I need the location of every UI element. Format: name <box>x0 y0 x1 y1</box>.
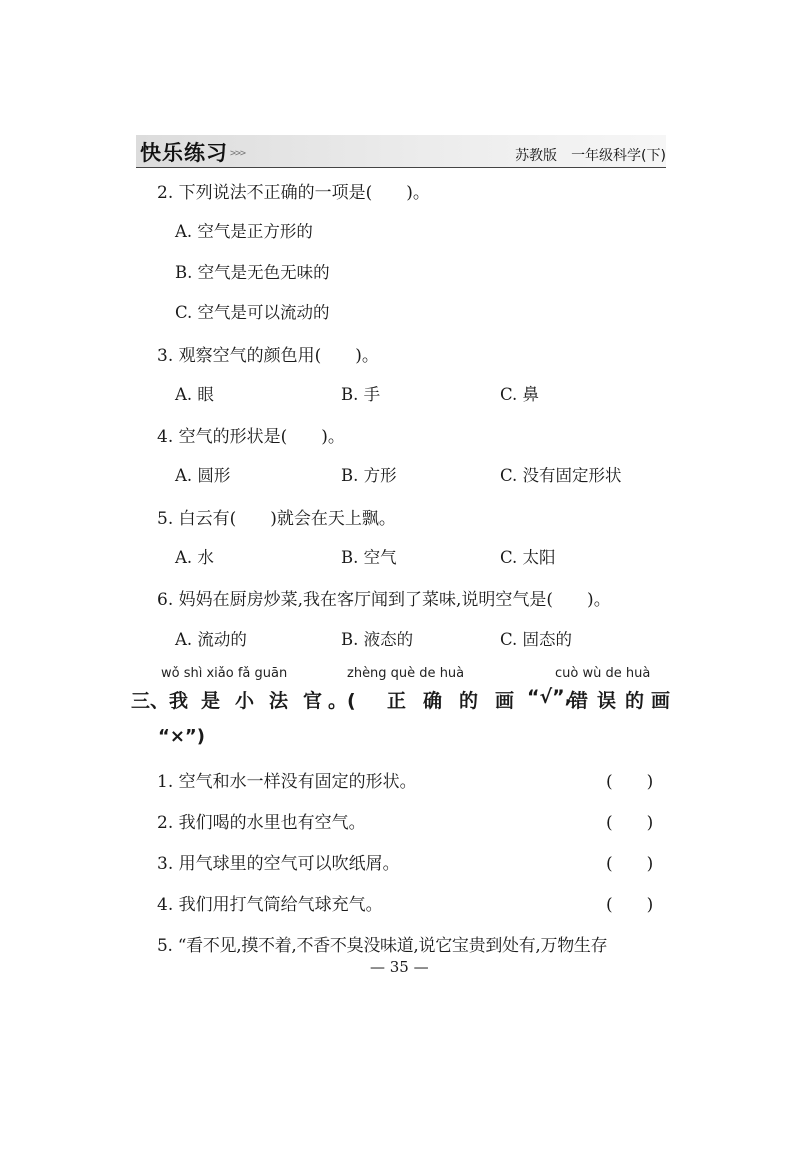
section-title-char: 是 <box>201 690 221 712</box>
question-2-option-b: B. 空气是无色无味的 <box>175 263 330 282</box>
question-2-option-c: C. 空气是可以流动的 <box>175 303 330 322</box>
question-2-stem: 2. 下列说法不正确的一项是( )。 <box>157 183 430 203</box>
judge-item-3-answer-blank[interactable]: ( ) <box>606 854 654 874</box>
judge-item-1: 1. 空气和水一样没有固定的形状。 <box>157 772 417 792</box>
question-3-option-c: C. 鼻 <box>500 385 540 404</box>
judge-item-4-answer-blank[interactable]: ( ) <box>606 895 654 915</box>
question-3-stem: 3. 观察空气的颜色用( )。 <box>157 346 379 366</box>
question-4-option-c: C. 没有固定形状 <box>500 466 622 485</box>
question-6-stem: 6. 妈妈在厨房炒菜,我在客厅闻到了菜味,说明空气是( )。 <box>157 590 611 610</box>
judge-item-5: 5. “看不见,摸不着,不香不臭没味道,说它宝贵到处有,万物生存 <box>157 936 608 956</box>
section-title-char: 画 <box>495 690 515 712</box>
header-title: 快乐练习 <box>140 141 228 165</box>
judge-item-4: 4. 我们用打气筒给气球充气。 <box>157 895 383 915</box>
pinyin-cuo-wu-de-hua: cuò wù de huà <box>555 666 651 681</box>
header-book-info <box>501 145 666 165</box>
header-edition: 苏教版 <box>515 148 558 164</box>
section-title-char: 。( <box>328 690 356 712</box>
pinyin-zheng-que-de-hua: zhèng què de huà <box>347 666 465 681</box>
section-title-char: 官 <box>303 690 323 712</box>
question-5-option-b: B. 空气 <box>341 548 397 567</box>
question-4-option-b: B. 方形 <box>341 466 397 485</box>
question-2-option-a: A. 空气是正方形的 <box>175 222 313 241</box>
question-3-option-a: A. 眼 <box>175 385 214 404</box>
page-header <box>136 135 666 168</box>
judge-item-3: 3. 用气球里的空气可以吹纸屑。 <box>157 854 400 874</box>
question-6-option-b: B. 液态的 <box>341 630 414 649</box>
judge-item-2-answer-blank[interactable]: ( ) <box>606 813 654 833</box>
judge-item-1-answer-blank[interactable]: ( ) <box>606 772 654 792</box>
section-title-char: 的 <box>625 690 645 712</box>
question-6-option-a: A. 流动的 <box>175 630 247 649</box>
pinyin-wo-shi-xiao-fa-guan: wǒ shì xiǎo fǎ guān <box>161 666 288 681</box>
section-title-char: 法 <box>269 690 289 712</box>
section-title-char: 的 <box>459 690 479 712</box>
section-title-char: 确 <box>423 690 443 712</box>
header-grade: 一年级科学(下) <box>571 148 666 164</box>
header-arrows: >>> <box>230 148 246 159</box>
section-title-char: 画 <box>651 690 671 712</box>
section-title-char: 正 <box>387 690 407 712</box>
section-title-char: 三、我 <box>131 690 189 712</box>
section-title-char: 小 <box>235 690 255 712</box>
judge-item-2: 2. 我们喝的水里也有空气。 <box>157 813 366 833</box>
question-5-stem: 5. 白云有( )就会在天上飘。 <box>157 509 396 529</box>
question-5-option-a: A. 水 <box>175 548 214 567</box>
section-title-char: 错 <box>569 690 589 712</box>
question-5-option-c: C. 太阳 <box>500 548 556 567</box>
question-3-option-b: B. 手 <box>341 385 381 404</box>
section-title-char: “√”, <box>527 686 572 708</box>
question-4-stem: 4. 空气的形状是( )。 <box>157 427 345 447</box>
question-6-option-c: C. 固态的 <box>500 630 573 649</box>
question-4-option-a: A. 圆形 <box>175 466 231 485</box>
section-3-title-continued: “×”) <box>158 726 205 747</box>
page-number: — 35 — <box>370 958 429 976</box>
section-title-char: 误 <box>597 690 617 712</box>
